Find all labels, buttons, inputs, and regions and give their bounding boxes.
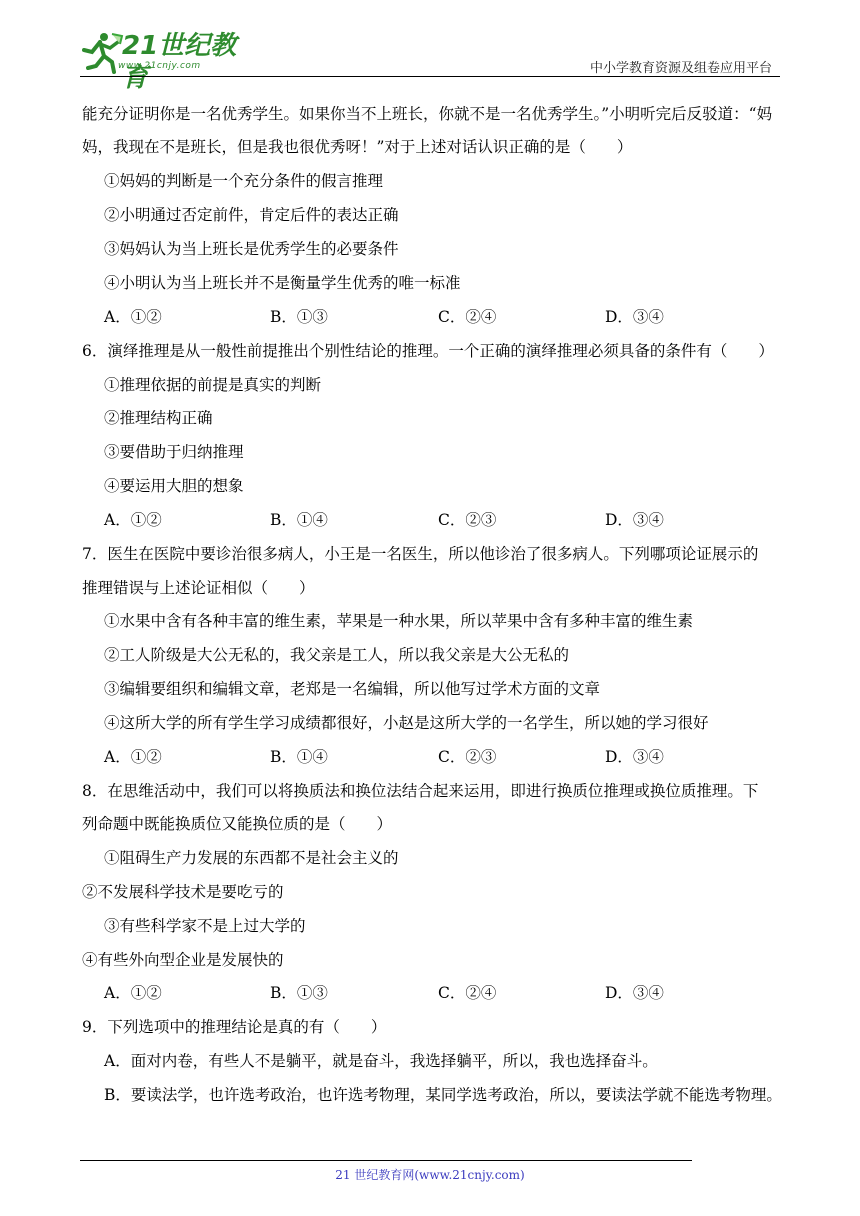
q6-stem: 6．演绎推理是从一般性前提推出个别性结论的推理。一个正确的演绎推理必须具备的条件有（ ） bbox=[82, 342, 774, 360]
q9-stem: 9．下列选项中的推理结论是真的有（ ） bbox=[82, 1018, 387, 1036]
q7-option-a[interactable]: A．①② bbox=[104, 748, 162, 766]
q6-item-2: ②推理结构正确 bbox=[104, 409, 213, 427]
q7-stem-line-2: 推理错误与上述论证相似（ ） bbox=[82, 579, 315, 597]
q8-stem-line-2: 列命题中既能换质位又能换位质的是（ ） bbox=[82, 815, 393, 833]
q6-item-1: ①推理依据的前提是真实的判断 bbox=[104, 376, 322, 394]
footer-divider bbox=[80, 1160, 692, 1161]
q8-option-a[interactable]: A．①② bbox=[104, 984, 162, 1002]
q5-stem-line-2: 妈，我现在不是班长，但是我也很优秀呀！”对于上述对话认识正确的是（ ） bbox=[82, 138, 633, 156]
q5-stem-line-1: 能充分证明你是一名优秀学生。如果你当不上班长，你就不是一名优秀学生。”小明听完后反驳道：“妈 bbox=[82, 105, 773, 123]
q5-item-4: ④小明认为当上班长并不是衡量学生优秀的唯一标准 bbox=[104, 274, 461, 292]
q6-option-d[interactable]: D．③④ bbox=[605, 511, 664, 529]
q5-option-d[interactable]: D．③④ bbox=[605, 308, 664, 326]
q8-item-3: ③有些科学家不是上过大学的 bbox=[104, 917, 306, 935]
header-tagline: 中小学教育资源及组卷应用平台 bbox=[589, 61, 772, 76]
q6-option-b[interactable]: B．①④ bbox=[270, 511, 328, 529]
logo-text: 21世纪教育 bbox=[122, 31, 237, 93]
q9-option-a[interactable]: A．面对内卷，有些人不是躺平，就是奋斗，我选择躺平，所以，我也选择奋斗。 bbox=[104, 1052, 658, 1070]
q6-option-c[interactable]: C．②③ bbox=[438, 511, 497, 529]
page-header bbox=[0, 0, 860, 93]
q7-stem-line-1: 7．医生在医院中要诊治很多病人，小王是一名医生，所以他诊治了很多病人。下列哪项论证展示的 bbox=[82, 545, 759, 563]
q5-option-c[interactable]: C．②④ bbox=[438, 308, 497, 326]
q5-item-3: ③妈妈认为当上班长是优秀学生的必要条件 bbox=[104, 240, 399, 258]
header-divider bbox=[80, 76, 780, 77]
q8-option-b[interactable]: B．①③ bbox=[270, 984, 328, 1002]
q6-item-4: ④要运用大胆的想象 bbox=[104, 477, 244, 495]
q8-option-d[interactable]: D．③④ bbox=[605, 984, 664, 1002]
q7-option-c[interactable]: C．②③ bbox=[438, 748, 497, 766]
q8-item-1: ①阻碍生产力发展的东西都不是社会主义的 bbox=[104, 849, 399, 867]
q7-option-b[interactable]: B．①④ bbox=[270, 748, 328, 766]
footer-text[interactable]: 21 世纪教育网(www.21cnjy.com) bbox=[335, 1168, 525, 1182]
q8-stem-line-1: 8．在思维活动中，我们可以将换质法和换位法结合起来运用，即进行换质位推理或换位质推理。下 bbox=[82, 782, 759, 800]
q8-item-2: ②不发展科学技术是要吃亏的 bbox=[82, 883, 284, 901]
q8-option-c[interactable]: C．②④ bbox=[438, 984, 497, 1002]
q5-item-2: ②小明通过否定前件，肯定后件的表达正确 bbox=[104, 206, 399, 224]
logo-url: www.21cnjy.com bbox=[118, 61, 201, 71]
site-logo bbox=[78, 30, 243, 93]
q7-option-d[interactable]: D．③④ bbox=[605, 748, 664, 766]
q7-item-4: ④这所大学的所有学生学习成绩都很好，小赵是这所大学的一名学生，所以她的学习很好 bbox=[104, 714, 709, 732]
q8-item-4: ④有些外向型企业是发展快的 bbox=[82, 951, 284, 969]
q7-item-3: ③编辑要组织和编辑文章，老郑是一名编辑，所以他写过学术方面的文章 bbox=[104, 680, 601, 698]
q7-item-2: ②工人阶级是大公无私的，我父亲是工人，所以我父亲是大公无私的 bbox=[104, 646, 570, 664]
q5-item-1: ①妈妈的判断是一个充分条件的假言推理 bbox=[104, 172, 384, 190]
q6-item-3: ③要借助于归纳推理 bbox=[104, 443, 244, 461]
q5-option-a[interactable]: A．①② bbox=[104, 308, 162, 326]
q7-item-1: ①水果中含有各种丰富的维生素，苹果是一种水果，所以苹果中含有多种丰富的维生素 bbox=[104, 612, 694, 630]
q9-option-b[interactable]: B．要读法学，也许选考政治，也许选考物理，某同学选考政治，所以，要读法学就不能选考物理。 bbox=[104, 1086, 782, 1104]
q5-option-b[interactable]: B．①③ bbox=[270, 308, 328, 326]
q6-option-a[interactable]: A．①② bbox=[104, 511, 162, 529]
